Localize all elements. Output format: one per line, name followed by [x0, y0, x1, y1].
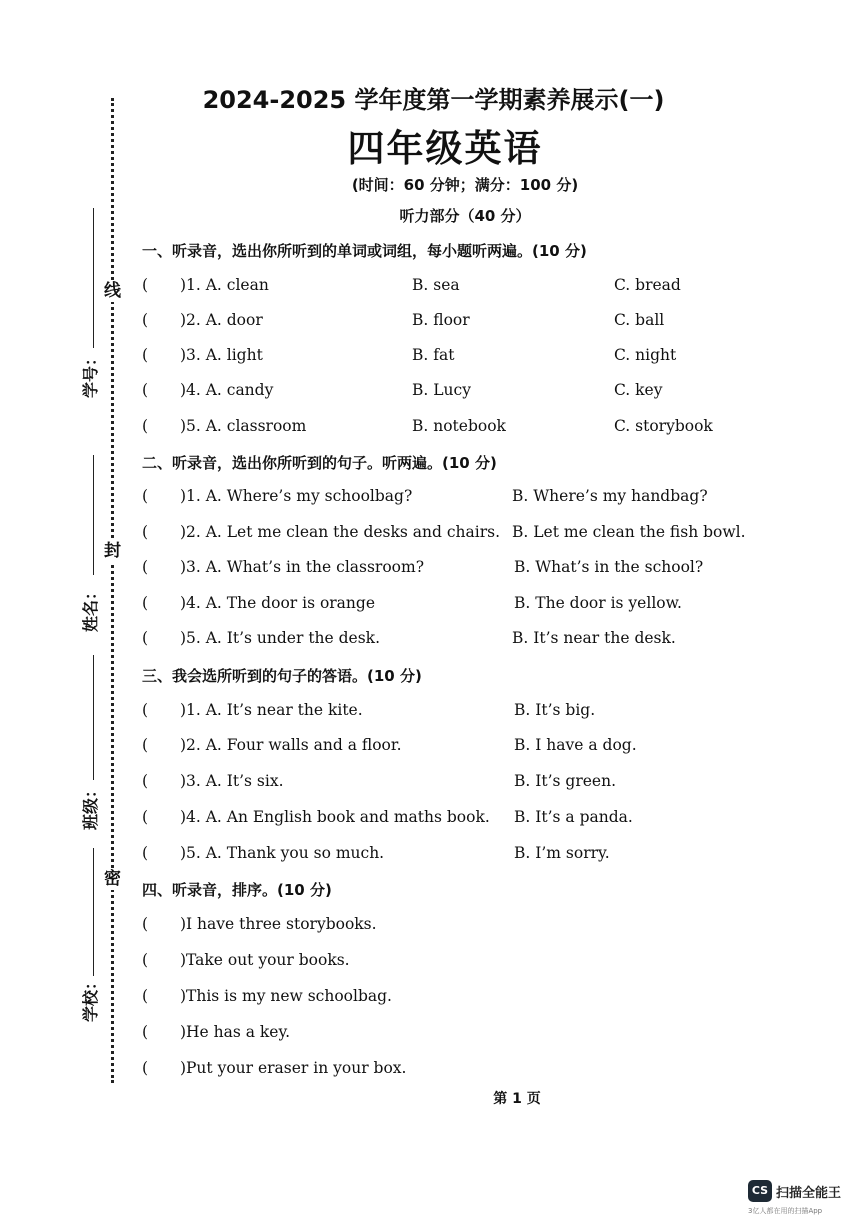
- student-id-blank[interactable]: [93, 208, 94, 348]
- answer-blank-open[interactable]: (: [142, 701, 149, 719]
- option-b: B. It’s big.: [514, 701, 596, 719]
- sentence: Put your eraser in your box.: [186, 1059, 407, 1077]
- sentence: Take out your books.: [186, 951, 350, 969]
- answer-blank-close: ): [180, 346, 187, 364]
- option-a: 2. A. Four walls and a floor.: [186, 736, 402, 754]
- option-a: 1. A. It’s near the kite.: [186, 701, 363, 719]
- option-b: B. Where’s my handbag?: [512, 487, 708, 505]
- question-row: [142, 311, 742, 331]
- answer-blank-close: ): [180, 1023, 187, 1041]
- answer-blank-close: ): [180, 987, 187, 1005]
- answer-blank-close: ): [180, 381, 187, 399]
- option-c: C. key: [614, 381, 663, 399]
- section-3-heading: 三、我会选所听到的句子的答语。(10 分): [142, 667, 422, 685]
- option-b: B. It’s a panda.: [514, 808, 633, 826]
- answer-blank-close: ): [180, 772, 187, 790]
- exam-title: 2024-2025 学年度第一学期素养展示(一): [202, 86, 665, 114]
- option-b: B. notebook: [412, 417, 506, 435]
- school-blank[interactable]: [93, 848, 94, 976]
- option-a: 1. A. clean: [186, 276, 269, 294]
- option-a: 1. A. Where’s my schoolbag?: [186, 487, 413, 505]
- question-row: [142, 417, 742, 437]
- exam-info: (时间：60 分钟；满分：100 分): [351, 176, 579, 194]
- answer-blank-open[interactable]: (: [142, 346, 149, 364]
- option-a: 5. A. Thank you so much.: [186, 844, 385, 862]
- ordering-row: [142, 987, 742, 1007]
- answer-blank-open[interactable]: (: [142, 987, 149, 1005]
- name-label: 姓名：: [81, 583, 100, 632]
- option-b: B. sea: [412, 276, 460, 294]
- answer-blank-open[interactable]: (: [142, 915, 149, 933]
- question-row: [142, 844, 742, 864]
- option-a: 4. A. An English book and maths book.: [186, 808, 490, 826]
- option-b: B. I have a dog.: [514, 736, 637, 754]
- ordering-row: [142, 1059, 742, 1079]
- question-row: [142, 808, 742, 828]
- answer-blank-close: ): [180, 311, 187, 329]
- binding-word-secret: 密: [104, 869, 121, 889]
- question-row: [142, 487, 742, 507]
- answer-blank-open[interactable]: (: [142, 487, 149, 505]
- answer-blank-close: ): [180, 558, 187, 576]
- option-a: 4. A. candy: [186, 381, 274, 399]
- option-a: 4. A. The door is orange: [186, 594, 376, 612]
- option-b: B. floor: [412, 311, 470, 329]
- sentence: He has a key.: [186, 1023, 291, 1041]
- option-c: C. night: [614, 346, 677, 364]
- answer-blank-close: ): [180, 629, 187, 647]
- ordering-row: [142, 1023, 742, 1043]
- question-row: [142, 523, 746, 543]
- answer-blank-close: ): [180, 701, 187, 719]
- answer-blank-open[interactable]: (: [142, 844, 149, 862]
- option-b: B. It’s near the desk.: [512, 629, 676, 647]
- answer-blank-open[interactable]: (: [142, 381, 149, 399]
- option-b: B. I’m sorry.: [514, 844, 610, 862]
- answer-blank-close: ): [180, 915, 187, 933]
- answer-blank-open[interactable]: (: [142, 558, 149, 576]
- answer-blank-close: ): [180, 594, 187, 612]
- option-b: B. Lucy: [412, 381, 471, 399]
- option-c: C. storybook: [614, 417, 713, 435]
- section-1-heading: 一、听录音，选出你所听到的单词或词组，每小题听两遍。(10 分): [142, 242, 587, 260]
- answer-blank-open[interactable]: (: [142, 772, 149, 790]
- page-number: 第 1 页: [493, 1091, 541, 1107]
- question-row: [142, 594, 742, 614]
- exam-subject: 四年级英语: [347, 126, 543, 170]
- answer-blank-open[interactable]: (: [142, 1059, 149, 1077]
- question-row: [142, 346, 742, 366]
- option-a: 2. A. door: [186, 311, 263, 329]
- answer-blank-open[interactable]: (: [142, 417, 149, 435]
- question-row: [142, 736, 742, 756]
- binding-word-line: 线: [104, 281, 121, 301]
- section-2-heading: 二、听录音，选出你所听到的句子。听两遍。(10 分): [142, 454, 497, 472]
- option-a: 3. A. It’s six.: [186, 772, 284, 790]
- binding-dotted-line: [111, 98, 114, 1083]
- ordering-row: [142, 915, 742, 935]
- part-heading: 听力部分（40 分）: [399, 207, 531, 225]
- section-4-heading: 四、听录音，排序。(10 分): [142, 881, 332, 899]
- option-a: 5. A. It’s under the desk.: [186, 629, 380, 647]
- option-a: 3. A. light: [186, 346, 263, 364]
- question-row: [142, 629, 742, 649]
- option-a: 2. A. Let me clean the desks and chairs.: [186, 523, 501, 541]
- answer-blank-open[interactable]: (: [142, 808, 149, 826]
- option-a: 5. A. classroom: [186, 417, 307, 435]
- answer-blank-open[interactable]: (: [142, 276, 149, 294]
- sentence: I have three storybooks.: [186, 915, 377, 933]
- question-row: [142, 381, 742, 401]
- answer-blank-open[interactable]: (: [142, 951, 149, 969]
- binding-word-seal: 封: [104, 541, 121, 561]
- answer-blank-open[interactable]: (: [142, 523, 149, 541]
- school-label: 学校：: [81, 973, 100, 1022]
- camscanner-logo-icon: CS: [748, 1180, 772, 1202]
- question-row: [142, 701, 742, 721]
- answer-blank-open[interactable]: (: [142, 629, 149, 647]
- answer-blank-close: ): [180, 951, 187, 969]
- watermark-tagline: 3亿人都在用的扫描App: [748, 1207, 823, 1215]
- sentence: This is my new schoolbag.: [186, 987, 392, 1005]
- answer-blank-open[interactable]: (: [142, 594, 149, 612]
- answer-blank-close: ): [180, 844, 187, 862]
- student-id-label: 学号：: [81, 349, 100, 398]
- question-row: [142, 276, 742, 296]
- answer-blank-open[interactable]: (: [142, 311, 149, 329]
- answer-blank-close: ): [180, 736, 187, 754]
- ordering-row: [142, 951, 742, 971]
- question-row: [142, 772, 742, 792]
- class-blank[interactable]: [93, 655, 94, 780]
- option-b: B. fat: [412, 346, 455, 364]
- answer-blank-close: ): [180, 276, 187, 294]
- answer-blank-open[interactable]: (: [142, 736, 149, 754]
- class-label: 班级：: [81, 781, 100, 830]
- option-b: B. What’s in the school?: [514, 558, 704, 576]
- question-row: [142, 558, 742, 578]
- answer-blank-close: ): [180, 808, 187, 826]
- answer-blank-close: ): [180, 417, 187, 435]
- option-b: B. The door is yellow.: [514, 594, 682, 612]
- name-blank[interactable]: [93, 455, 94, 575]
- option-c: C. bread: [614, 276, 681, 294]
- watermark-app-name: 扫描全能王: [776, 1186, 842, 1201]
- scanner-watermark: [748, 1180, 860, 1218]
- option-c: C. ball: [614, 311, 665, 329]
- answer-blank-close: ): [180, 523, 187, 541]
- answer-blank-close: ): [180, 1059, 187, 1077]
- option-b: B. It’s green.: [514, 772, 616, 790]
- option-b: B. Let me clean the fish bowl.: [512, 523, 746, 541]
- answer-blank-close: ): [180, 487, 187, 505]
- option-a: 3. A. What’s in the classroom?: [186, 558, 425, 576]
- answer-blank-open[interactable]: (: [142, 1023, 149, 1041]
